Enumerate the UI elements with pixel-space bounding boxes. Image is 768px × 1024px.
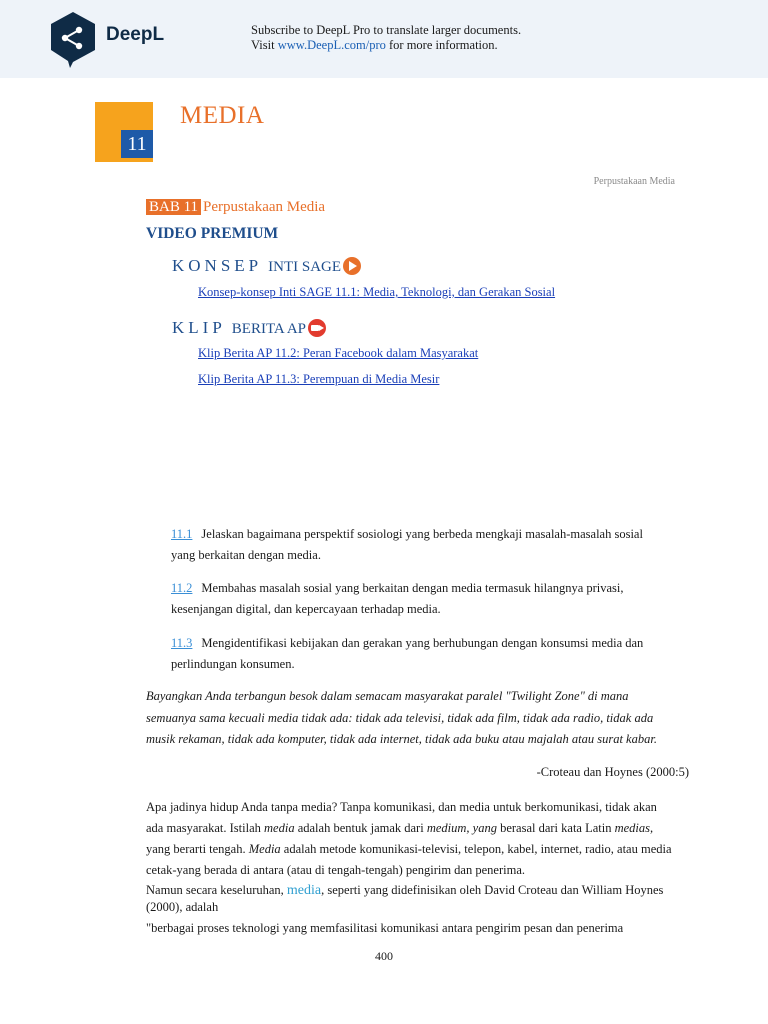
chapter-title: MEDIA [180, 102, 265, 129]
klip-link-1[interactable]: Klip Berita AP 11.2: Peran Facebook dalam Masyarakat [198, 346, 479, 360]
para1-italic-b: media [264, 821, 295, 835]
para1-text-c: adalah bentuk jamak dari [294, 821, 427, 835]
klip-big-label: KLIP [172, 318, 226, 337]
para1-italic-h: Media [248, 842, 281, 856]
epigraph-citation: -Croteau dan Hoynes (2000:5) [536, 765, 689, 779]
video-camera-icon[interactable] [308, 319, 326, 337]
objective-item [171, 633, 661, 675]
bab-tag: BAB 11 [146, 199, 201, 215]
konsep-small-label: INTI SAGE [268, 259, 342, 275]
body-paragraph-3: "berbagai proses teknologi yang memfasilitasi komunikasi antara pengirim pesan dan penerima [146, 921, 624, 935]
objective-number-link[interactable]: 11.3 [171, 636, 193, 650]
objective-number-link[interactable]: 11.1 [171, 527, 193, 541]
play-icon[interactable] [343, 257, 361, 275]
objective-number-link[interactable]: 11.2 [171, 581, 193, 595]
para1-italic-d: medium, yang [426, 821, 497, 835]
objective-item [171, 524, 661, 566]
page-number: 400 [375, 949, 393, 963]
klip-link-2[interactable]: Klip Berita AP 11.3: Perempuan di Media Mesir [198, 372, 440, 386]
para1-text-g: yang berarti tengah. [146, 842, 249, 856]
bab-title: Perpustakaan Media [203, 199, 326, 215]
para1-italic-f: medias, [614, 821, 654, 835]
promo-line-2 [251, 38, 521, 53]
body-paragraph-1 [146, 797, 676, 881]
chapter-number: 11 [121, 130, 153, 158]
objective-item [171, 578, 661, 620]
promo-text [251, 23, 521, 53]
objective-text: Jelaskan bagaimana perspektif sosiologi yang berbeda mengkaji masalah-masalah sosial yang berkaitan dengan media. [171, 527, 643, 562]
para1-text-e: berasal dari kata Latin [496, 821, 615, 835]
epigraph-quote: Bayangkan Anda terbangun besok dalam semacam masyarakat paralel "Twilight Zone" di mana semuanya sama kecuali media tidak ada: tidak ada televisi, tidak ada film, tidak ada radio, tidak ada musik rekaman, tidak ada komputer, tidak ada internet, tidak ada buku atau majalah atau surat kabar. [146, 689, 657, 746]
bab-heading [146, 199, 325, 216]
promo-visit: Visit [251, 38, 275, 52]
konsep-heading [172, 256, 361, 276]
promo-line-1: Subscribe to DeepL Pro to translate larger documents. [251, 23, 522, 37]
video-premium-heading: VIDEO PREMIUM [146, 225, 279, 242]
promo-tail: for more information. [389, 38, 498, 52]
konsep-link[interactable]: Konsep-konsep Inti SAGE 11.1: Media, Teknologi, dan Gerakan Sosial [198, 285, 556, 299]
deepl-logo-icon[interactable] [48, 10, 98, 68]
deepl-banner [0, 0, 768, 78]
deepl-pro-link[interactable]: www.DeepL.com/pro [277, 38, 386, 52]
objective-text: Mengidentifikasi kebijakan dan gerakan yang berhubungan dengan konsumsi media dan perlindungan konsumen. [171, 636, 644, 671]
klip-heading [172, 318, 326, 338]
running-header: Perpustakaan Media [593, 176, 675, 187]
para1-text-a: Apa jadinya hidup Anda tanpa media? Tanpa komunikasi, dan media untuk berkomunikasi, tidak akan ada masyarakat. Istilah [146, 800, 657, 835]
konsep-big-label: KONSEP [172, 256, 263, 275]
para2-text-a: Namun secara keseluruhan, [146, 883, 287, 897]
para2-text-c: , seperti yang didefinisikan oleh David Croteau dan William Hoynes (2000), adalah [146, 883, 664, 914]
media-highlight: media [286, 883, 322, 898]
para1-text-i: adalah metode komunikasi-televisi, telepon, kabel, internet, radio, atau media cetak-yang berada di antara (atau di tengah-tengah) pengirim dan penerima. [146, 842, 672, 877]
deepl-logo-text[interactable]: DeepL [106, 24, 165, 45]
body-paragraph-2 [146, 882, 676, 915]
objective-text: Membahas masalah sosial yang berkaitan dengan media termasuk hilangnya privasi, kesenjangan digital, dan kepercayaan terhadap media. [171, 581, 624, 616]
klip-small-label: BERITA AP [231, 321, 307, 337]
